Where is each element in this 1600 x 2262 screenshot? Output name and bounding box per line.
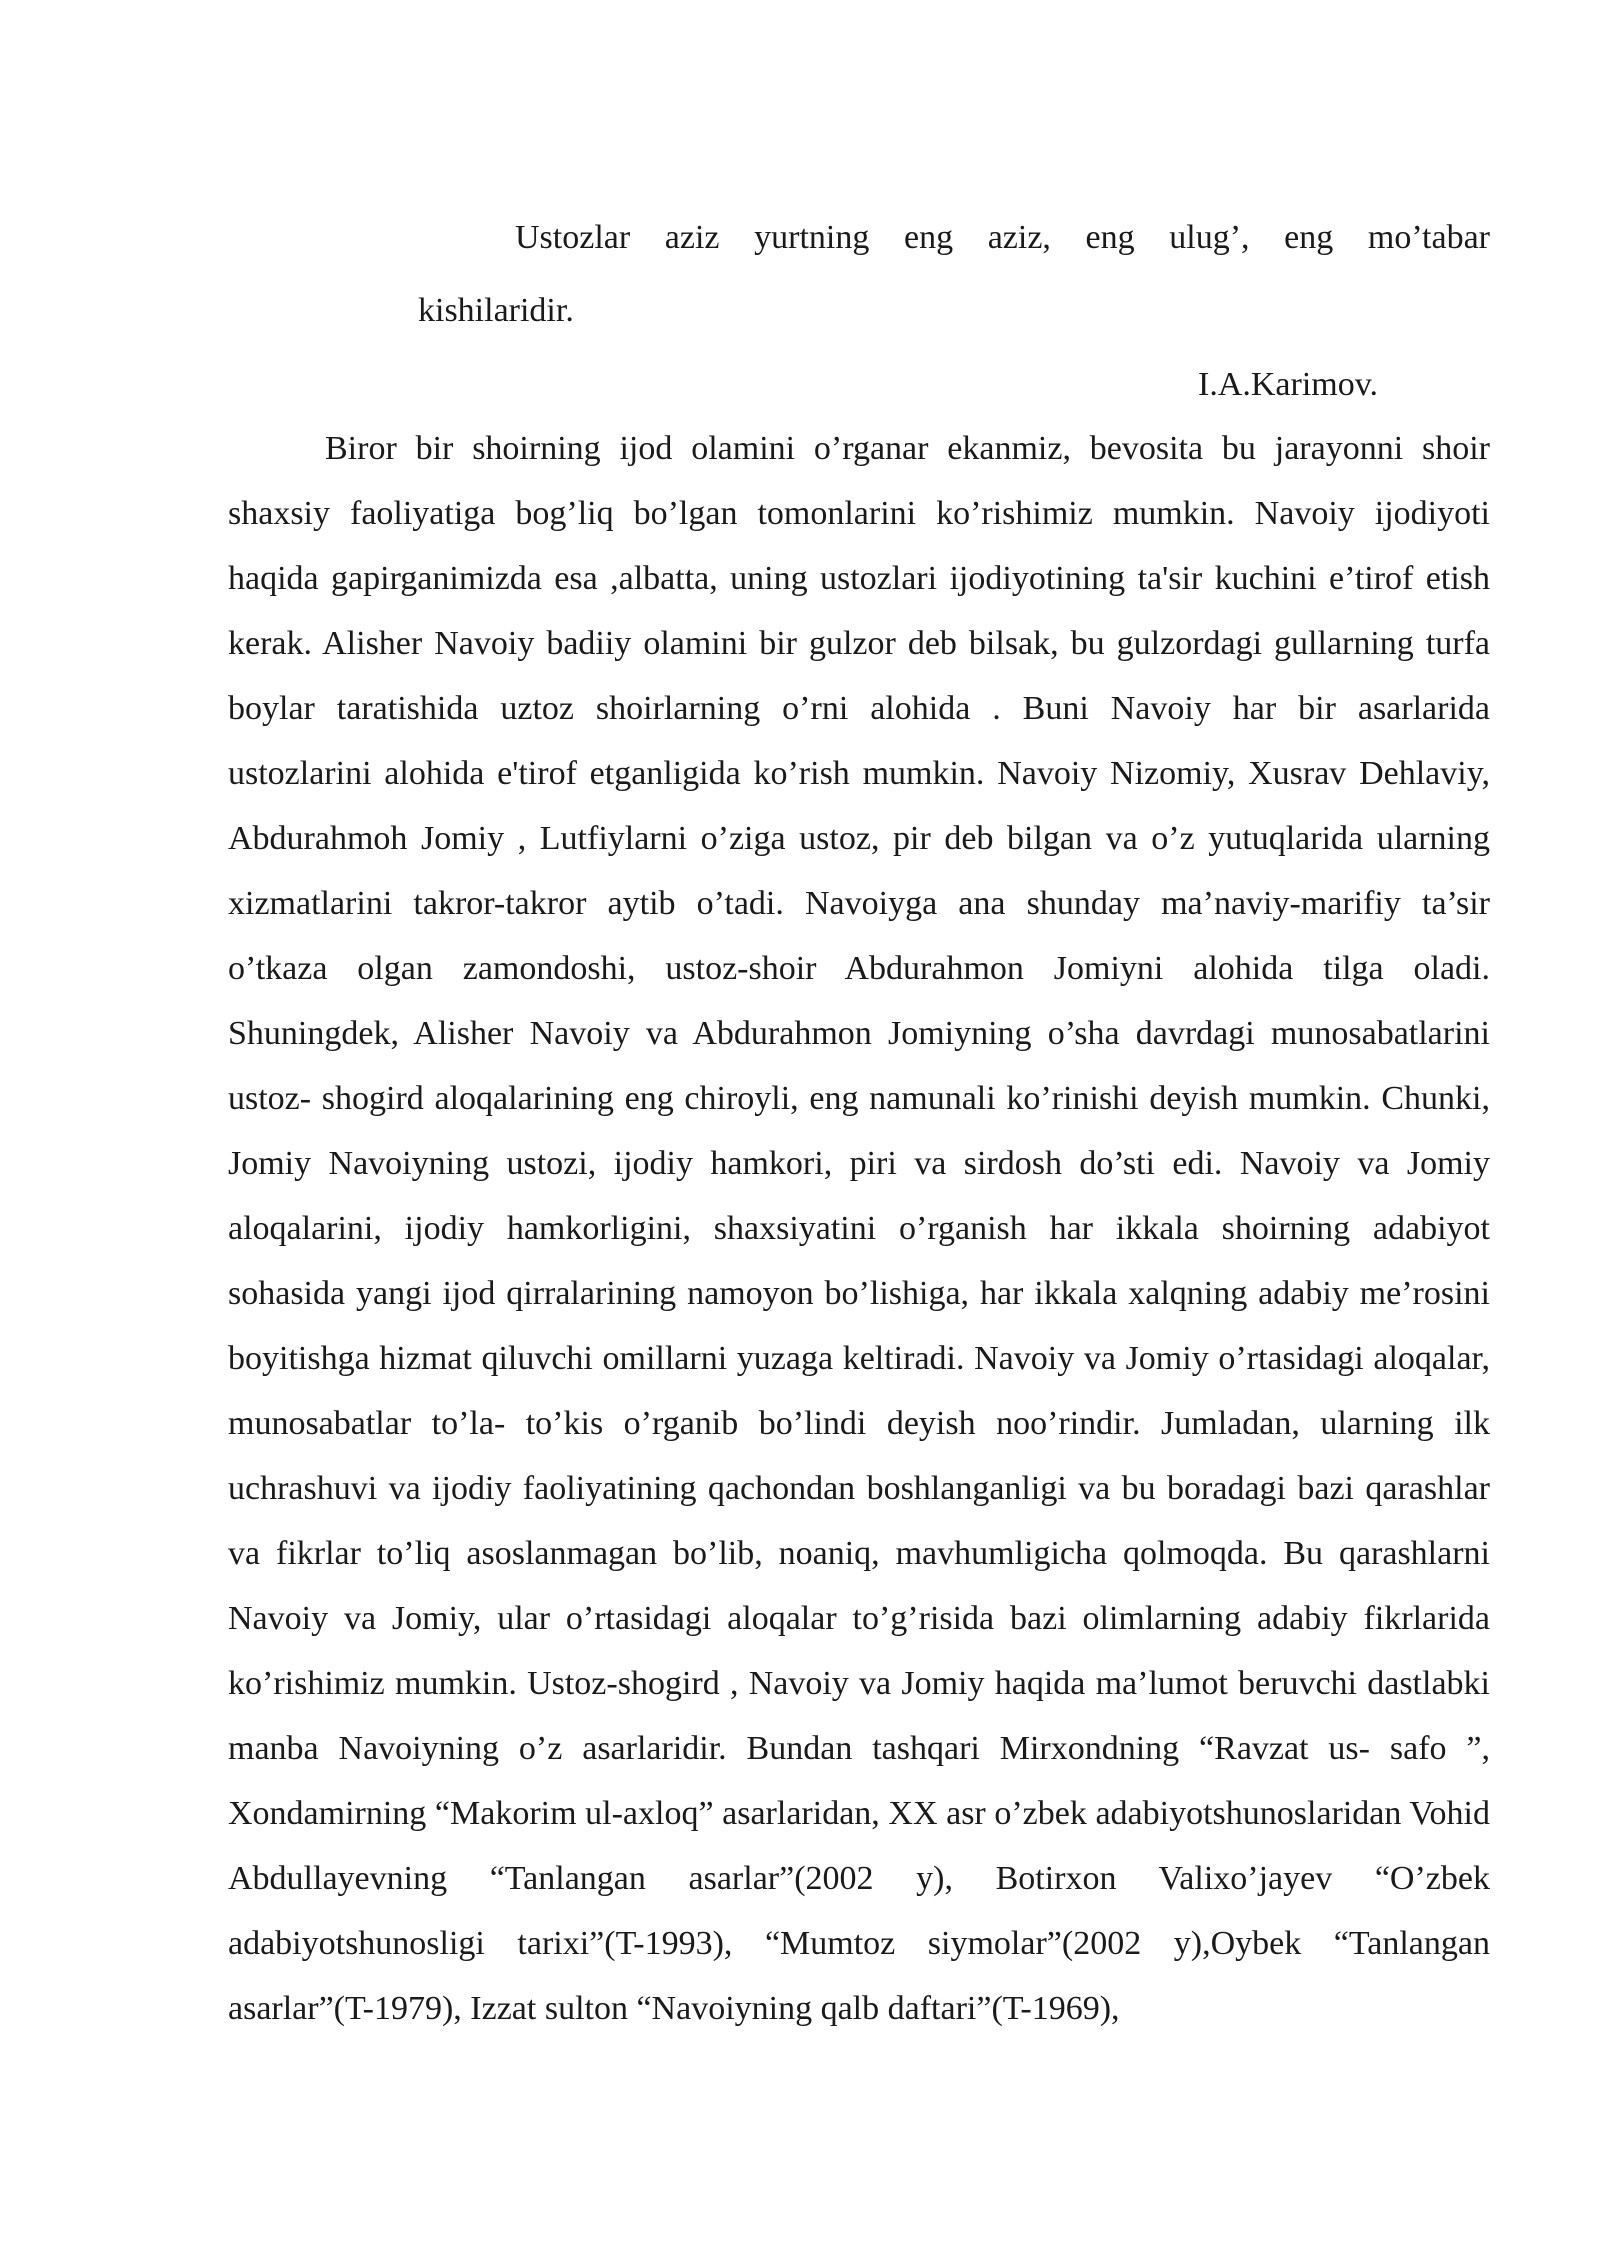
body-paragraph: Biror bir shoirning ijod olamini o’rganar ekanmiz, bevosita bu jarayonni shoir shaxsiy faoliyatiga bog’liq bo’lgan tomonlarini ko’rishimiz mumkin. Navoiy ijodiyoti haqida gapirganimizda esa ,albatta, uning ustozlari ijodiyotining ta'sir kuchini e’tirof etish kerak. Alisher Navoiy badiiy olamini bir gulzor deb bilsak, bu gulzordagi gullarning turfa boylar taratishida uztoz shoirlarning o’rni alohida . Buni Navoiy har bir asarlarida ustozlarini alohida e'tirof etganligida ko’rish mumkin. Navoiy Nizomiy, Xusrav Dehlaviy, Abdurahmoh Jomiy , Lutfiylarni o’ziga ustoz, pir deb bilgan va o’z yutuqlarida ularning xizmatlarini takror-takror aytib o’tadi. Navoiyga ana shunday ma’naviy-marifiy ta’sir o’tkaza olgan zamondoshi, ustoz-shoir Abdurahmon Jomiyni alohida tilga oladi. Shuningdek, Alisher Navoiy va Abdurahmon Jomiyning o’sha davrdagi munosabatlarini ustoz- shogird aloqalarining eng chiroyli, eng namunali ko’rinishi deyish mumkin. Chunki, Jomiy Navoiyning ustozi, ijodiy hamkori, piri va sirdosh do’sti edi. Navoiy va Jomiy aloqalarini, ijodiy hamkorligini, shaxsiyatini o’rganish har ikkala shoirning adabiyot sohasida yangi ijod qirralarining namoyon bo’lishiga, har ikkala xalqning adabiy me’rosini boyitishga hizmat qiluvchi omillarni yuzaga keltiradi. Navoiy va Jomiy o’rtasidagi aloqalar, munosabatlar to’la- to’kis o’rganib bo’lindi deyish noo’rindir. Jumladan, ularning ilk uchrashuvi va ijodiy faoliyatining qachondan boshlanganligi va bu boradagi bazi qarashlar va fikrlar to’liq asoslanmagan bo’lib, noaniq, mavhumligicha qolmoqda. Bu qarashlarni Navoiy va Jomiy, ular o’rtasidagi aloqalar to’g’risida bazi olimlarning adabiy fikrlarida ko’rishimiz mumkin. Ustoz-shogird , Navoiy va Jomiy haqida ma’lumot beruvchi dastlabki manba Navoiyning o’z asarlaridir. Bundan tashqari Mirxondning “Ravzat us- safo ”, Xondamirning “Makorim ul-axloq” asarlaridan, XX asr o’zbek adabiyotshunoslaridan Vohid Abdullayevning “Tanlangan asarlar”(2002 y), Botirxon Valixo’jayev “O’zbek adabiyotshunosligi tarixi”(T-1993), “Mumtoz siymolar”(2002 y),Oybek “Tanlangan asarlar”(T-1979), Izzat sulton “Navoiyning qalb daftari”(T-1969), <box>228 430 1490 2027</box>
epigraph-author: I.A.Karimov. <box>1198 366 1379 403</box>
epigraph-line-2: kishilaridir. <box>418 292 574 329</box>
epigraph-line-1: Ustozlar aziz yurtning eng aziz, eng ulug’, eng mo’tabar <box>515 219 1490 256</box>
